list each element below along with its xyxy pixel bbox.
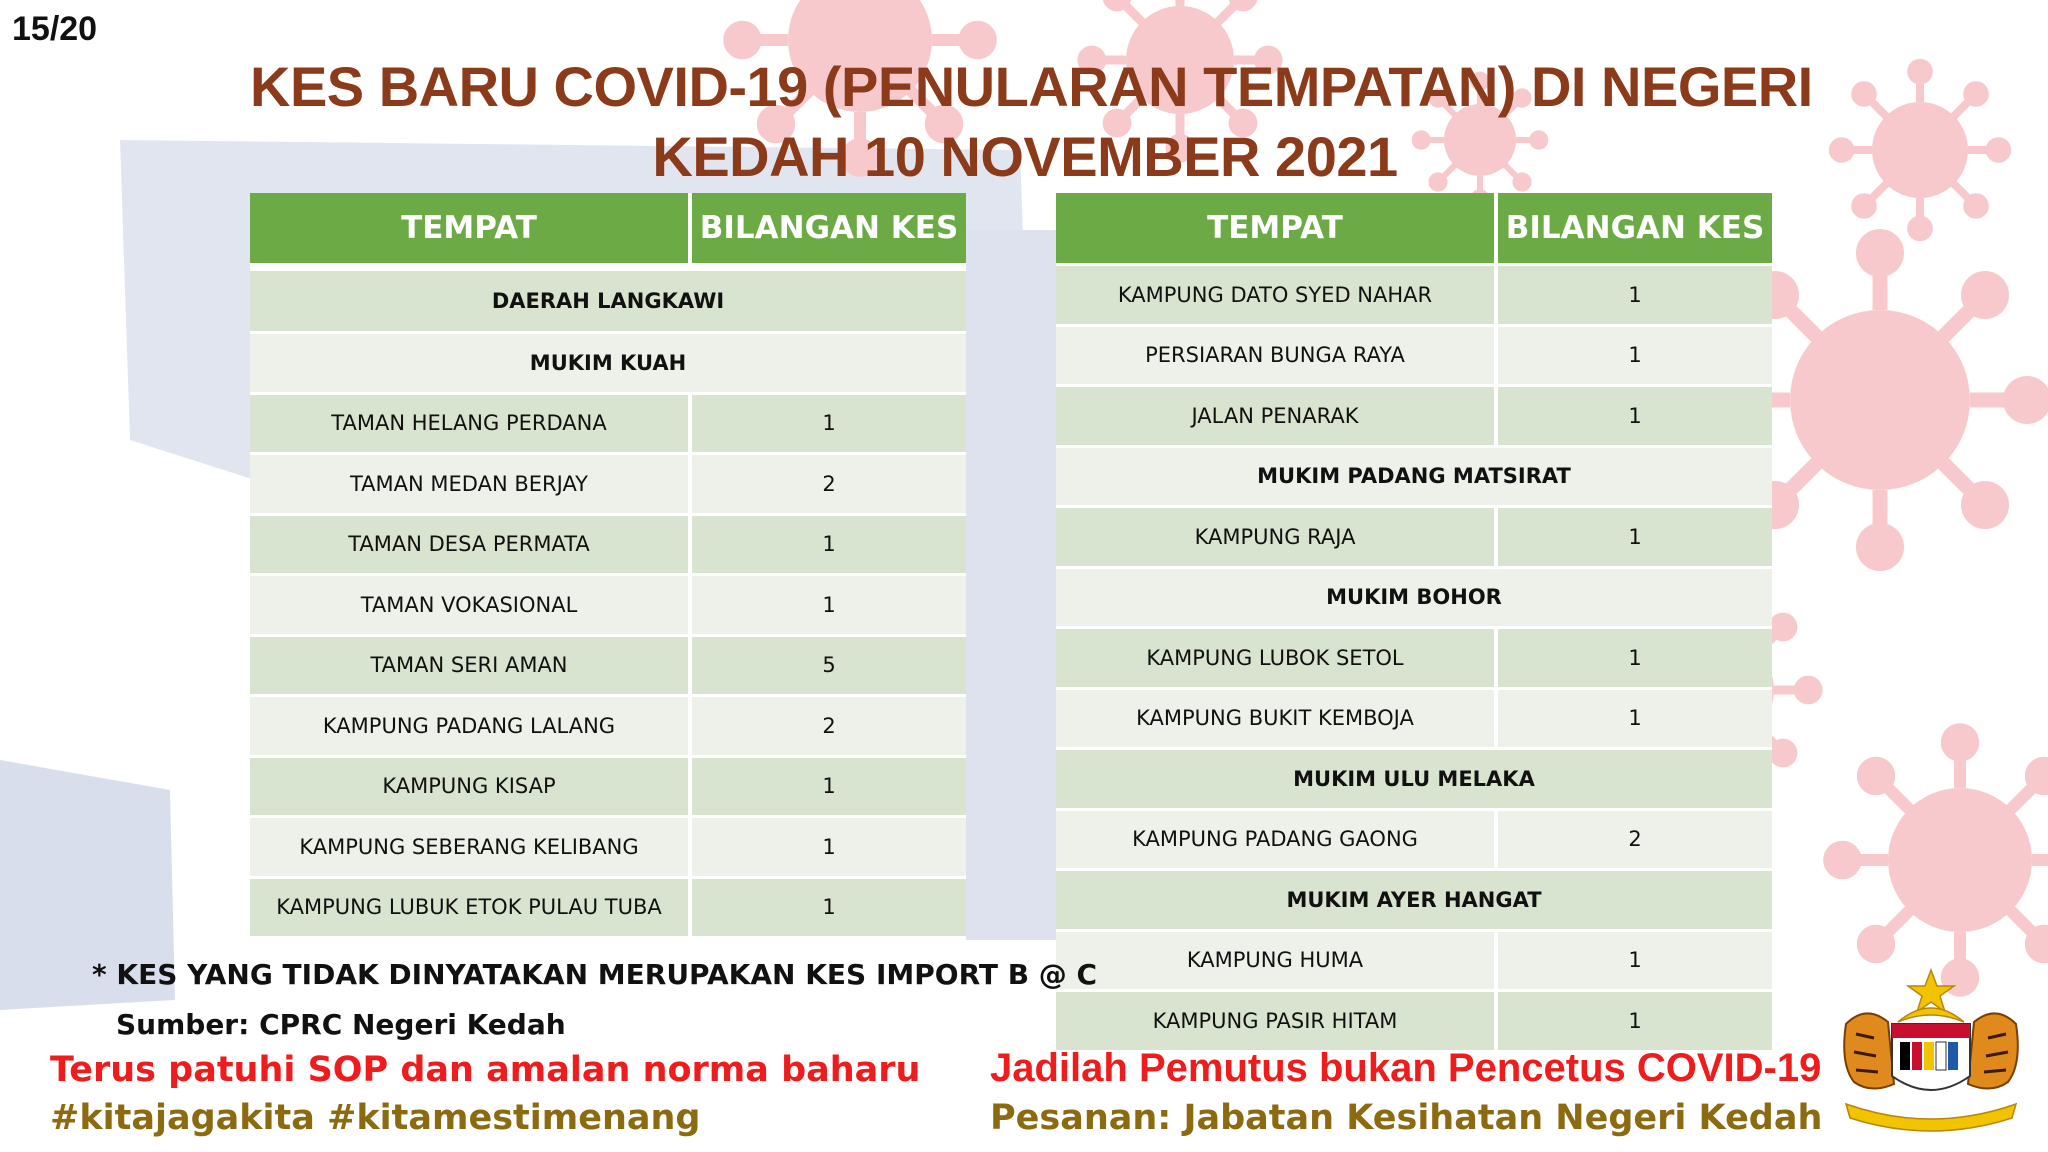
cases-cell: 2 — [692, 694, 966, 755]
mukim-label: MUKIM PADANG MATSIRAT — [1056, 445, 1772, 506]
place-cell: KAMPUNG RAJA — [1056, 505, 1498, 566]
cases-cell: 1 — [1498, 989, 1772, 1050]
place-cell: TAMAN VOKASIONAL — [250, 573, 692, 634]
title-line-1: KES BARU COVID-19 (PENULARAN TEMPATAN) DI NEGERI — [250, 55, 1813, 118]
mukim-label: MUKIM KUAH — [250, 331, 966, 392]
place-cell: TAMAN DESA PERMATA — [250, 513, 692, 574]
mukim-row — [1056, 445, 1772, 506]
col-header-place: TEMPAT — [1056, 193, 1498, 263]
table-row — [250, 876, 966, 937]
cases-cell: 1 — [1498, 384, 1772, 445]
mukim-label: MUKIM ULU MELAKA — [1056, 747, 1772, 808]
mukim-row — [250, 331, 966, 392]
cases-cell: 1 — [692, 876, 966, 937]
cases-cell: 1 — [1498, 263, 1772, 324]
table-row — [1056, 505, 1772, 566]
table-header-row — [1056, 193, 1772, 263]
table-row — [1056, 687, 1772, 748]
pemutus-slogan: Jadilah Pemutus bukan Pencetus COVID-19 — [990, 1046, 1822, 1090]
place-cell: KAMPUNG DATO SYED NAHAR — [1056, 263, 1498, 324]
place-cell: KAMPUNG BUKIT KEMBOJA — [1056, 687, 1498, 748]
hashtags: #kitajagakita #kitamestimenang — [50, 1098, 701, 1138]
mukim-row — [1056, 747, 1772, 808]
table-row — [1056, 384, 1772, 445]
cases-cell: 1 — [1498, 626, 1772, 687]
cases-cell: 5 — [692, 634, 966, 695]
sop-slogan: Terus patuhi SOP dan amalan norma baharu — [50, 1050, 921, 1090]
table-row — [1056, 263, 1772, 324]
import-cases-note: * KES YANG TIDAK DINYATAKAN MERUPAKAN KES IMPORT B @ C — [92, 958, 1098, 991]
district-row — [250, 263, 966, 331]
mukim-row — [1056, 566, 1772, 627]
cases-cell: 2 — [692, 452, 966, 513]
cases-cell: 1 — [1498, 505, 1772, 566]
page-number: 15/20 — [12, 10, 98, 48]
cases-table-left — [250, 193, 966, 936]
table-row — [1056, 324, 1772, 385]
cases-cell: 1 — [1498, 687, 1772, 748]
page-title — [250, 52, 1813, 192]
table-row — [250, 694, 966, 755]
district-label: DAERAH LANGKAWI — [250, 263, 966, 331]
message-from: Pesanan: Jabatan Kesihatan Negeri Kedah — [990, 1098, 1823, 1138]
data-source: Sumber: CPRC Negeri Kedah — [116, 1008, 566, 1041]
place-cell: TAMAN MEDAN BERJAY — [250, 452, 692, 513]
kedah-health-crest-icon — [1826, 964, 2036, 1134]
table-header-row — [250, 193, 966, 263]
cases-cell: 1 — [692, 755, 966, 816]
place-cell: KAMPUNG PADANG GAONG — [1056, 808, 1498, 869]
table-row — [250, 634, 966, 695]
place-cell: JALAN PENARAK — [1056, 384, 1498, 445]
col-header-cases: BILANGAN KES — [1498, 193, 1772, 263]
mukim-row — [1056, 868, 1772, 929]
table-row — [250, 755, 966, 816]
mukim-label: MUKIM BOHOR — [1056, 566, 1772, 627]
place-cell: KAMPUNG LUBOK SETOL — [1056, 626, 1498, 687]
table-row — [250, 573, 966, 634]
table-row — [250, 392, 966, 453]
mukim-label: MUKIM AYER HANGAT — [1056, 868, 1772, 929]
cases-table-right — [1056, 193, 1772, 1050]
place-cell: KAMPUNG SEBERANG KELIBANG — [250, 815, 692, 876]
cases-cell: 2 — [1498, 808, 1772, 869]
col-header-cases: BILANGAN KES — [692, 193, 966, 263]
table-row — [1056, 626, 1772, 687]
place-cell: KAMPUNG HUMA — [1056, 929, 1498, 990]
place-cell: TAMAN HELANG PERDANA — [250, 392, 692, 453]
cases-cell: 1 — [692, 392, 966, 453]
place-cell: KAMPUNG PASIR HITAM — [1056, 989, 1498, 1050]
table-row — [250, 513, 966, 574]
col-header-place: TEMPAT — [250, 193, 692, 263]
table-row — [1056, 989, 1772, 1050]
place-cell: KAMPUNG KISAP — [250, 755, 692, 816]
table-row — [1056, 929, 1772, 990]
cases-cell: 1 — [692, 513, 966, 574]
place-cell: KAMPUNG PADANG LALANG — [250, 694, 692, 755]
cases-cell: 1 — [692, 815, 966, 876]
table-row — [250, 815, 966, 876]
cases-cell: 1 — [1498, 324, 1772, 385]
title-line-2: KEDAH 10 NOVEMBER 2021 — [652, 125, 1398, 188]
table-row — [1056, 808, 1772, 869]
cases-cell: 1 — [692, 573, 966, 634]
cases-cell: 1 — [1498, 929, 1772, 990]
place-cell: PERSIARAN BUNGA RAYA — [1056, 324, 1498, 385]
table-row — [250, 452, 966, 513]
place-cell: TAMAN SERI AMAN — [250, 634, 692, 695]
place-cell: KAMPUNG LUBUK ETOK PULAU TUBA — [250, 876, 692, 937]
